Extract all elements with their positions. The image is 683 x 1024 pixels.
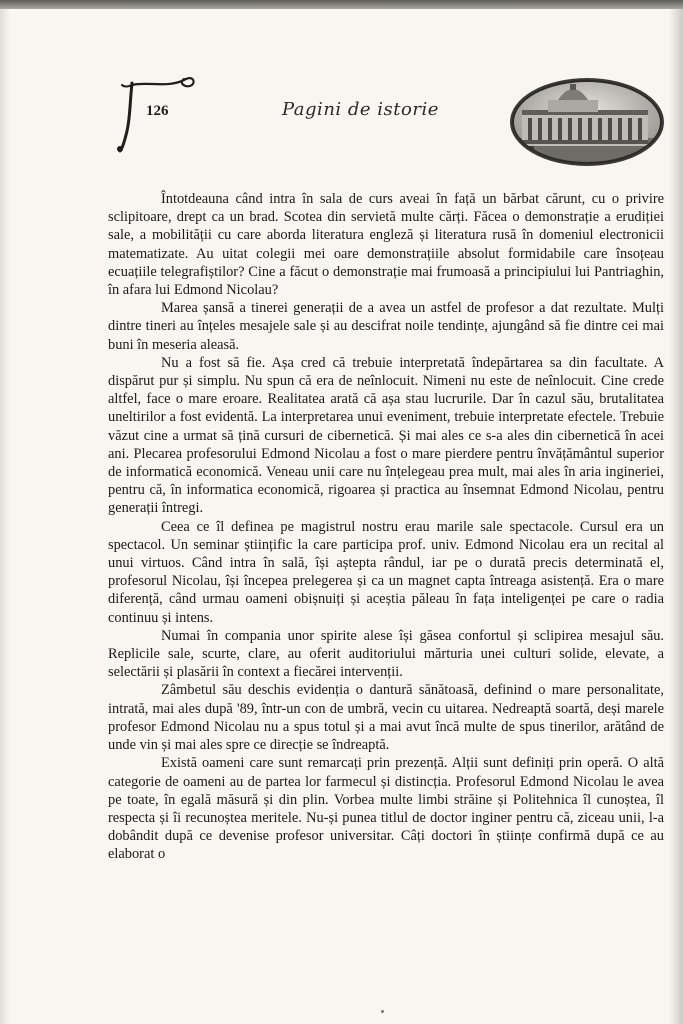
paragraph: Zâmbetul său deschis evidenția o dantură sănătoasă, definind o mare personalitate, intrată, mai ales după '89, într-un con de umbră, vecin cu uitarea. Nedreaptă soartă, deși marele profesor Edmond Nicolau nu a spus totul și a mai avut încă multe de spus tinerilor, arătând de unde vin și mai ales spre ce direcție se îndreaptă. [108, 682, 664, 754]
page-left-shadow [0, 9, 10, 1024]
paragraph: Există oameni care sunt remarcați prin prezență. Alții sunt definiți prin operă. O altă categorie de oameni au de partea lor farmecul și distincția. Profesorul Edmond Nicolau le avea pe toate, în egală măsură și din plin. Vorbea multe limbi străine și Politehnica îl cunoștea, îl respecta și îi recunoștea meritele. Nu-și punea titlul de doctor inginer pentru că, ziceau unii, l-a dobândit după ce devenise profesor universitar. Câți doctori în științe confirmă după ce au elaborat o [108, 755, 664, 863]
body-text [108, 190, 664, 864]
paragraph: Întotdeauna când intra în sala de curs aveai în față un bărbat cărunt, cu o privire sclipitoare, drept ca un brad. Scotea din servietă multe cărți. Făcea o demonstrație a erudiției sale, a mobilității cu care aborda literatura engleză și literatura rusă în domeniul electronicii matematizate. Au uitat colegii mei oare demonstrațiile absolut formidabile care însoțeau ecuațiile telegrafiștilor? Cine a făcut o demonstrație mai frumoasă a principiului lui Pantriaghin, în afara lui Edmond Nicolau? [108, 191, 664, 299]
page-number: 126 [146, 103, 169, 119]
paragraph: Numai în compania unor spirite alese își găsea confortul și sclipirea mesajul său. Replicile sale, scurte, clare, au oferit auditoriului mărturia unei culturi solide, elevate, a selectării și plasării în context a fiecărei intervenții. [108, 627, 664, 681]
running-head: Pagini de istorie [282, 99, 439, 120]
paragraph: Ceea ce îl definea pe magistrul nostru erau marile sale spectacole. Cursul era un spectacol. Un seminar științific la care participa prof. univ. Edmond Nicolau era un recital al unui virtuos. Când intra în sală, își aștepta rândul, iar pe o durată precis determinată el, profesorul Nicolau, își începea prelegerea și ca un magnet capta întreaga asistență. Era o mare diferență, când urmau oameni obișnuiți și aceștia păleau în fața inteligenței pe care o radia continuu și intens. [108, 518, 664, 626]
scan-top-edge [0, 0, 683, 9]
page-right-shadow [669, 9, 683, 1024]
paragraph: Marea șansă a tinerei generații de a avea un astfel de profesor a dat rezultate. Mulți dintre tineri au înțeles mesajele sale și au descifrat noile tendințe, ajungând să fie dintre cei mai buni în meseria aleasă. [108, 300, 664, 353]
paragraph: Nu a fost să fie. Așa cred că trebuie interpretată îndepărtarea sa din facultate. A dispărut pur și simplu. Nu spun că era de neînlocuit. Nimeni nu este de neînlocuit. Cine crede altfel, face o mare eroare. Realitatea arată că așa stau lucrurile. Dar în cazul său, brutalitatea uneltirilor a fost evidentă. La interpretarea unui eveniment, trebuie interpretate efectele. Trebuie văzut cine a urmat să țină cursuri de cibernetică. Și mai ales ce s-a ales din cibernetică în acei ani. Plecarea profesorului Edmond Nicolau a fost o mare pierdere pentru învățământul superior de informatică economică. Veneau unii care nu înțelegeau prea mult, mai ales în aria ingineriei, pentru că, în informatica economică, rigoarea și practica au însemnat Edmond Nicolau, pentru generații întregi. [108, 354, 664, 517]
scan-speck [381, 1010, 384, 1013]
building-engraving-icon [508, 76, 666, 168]
